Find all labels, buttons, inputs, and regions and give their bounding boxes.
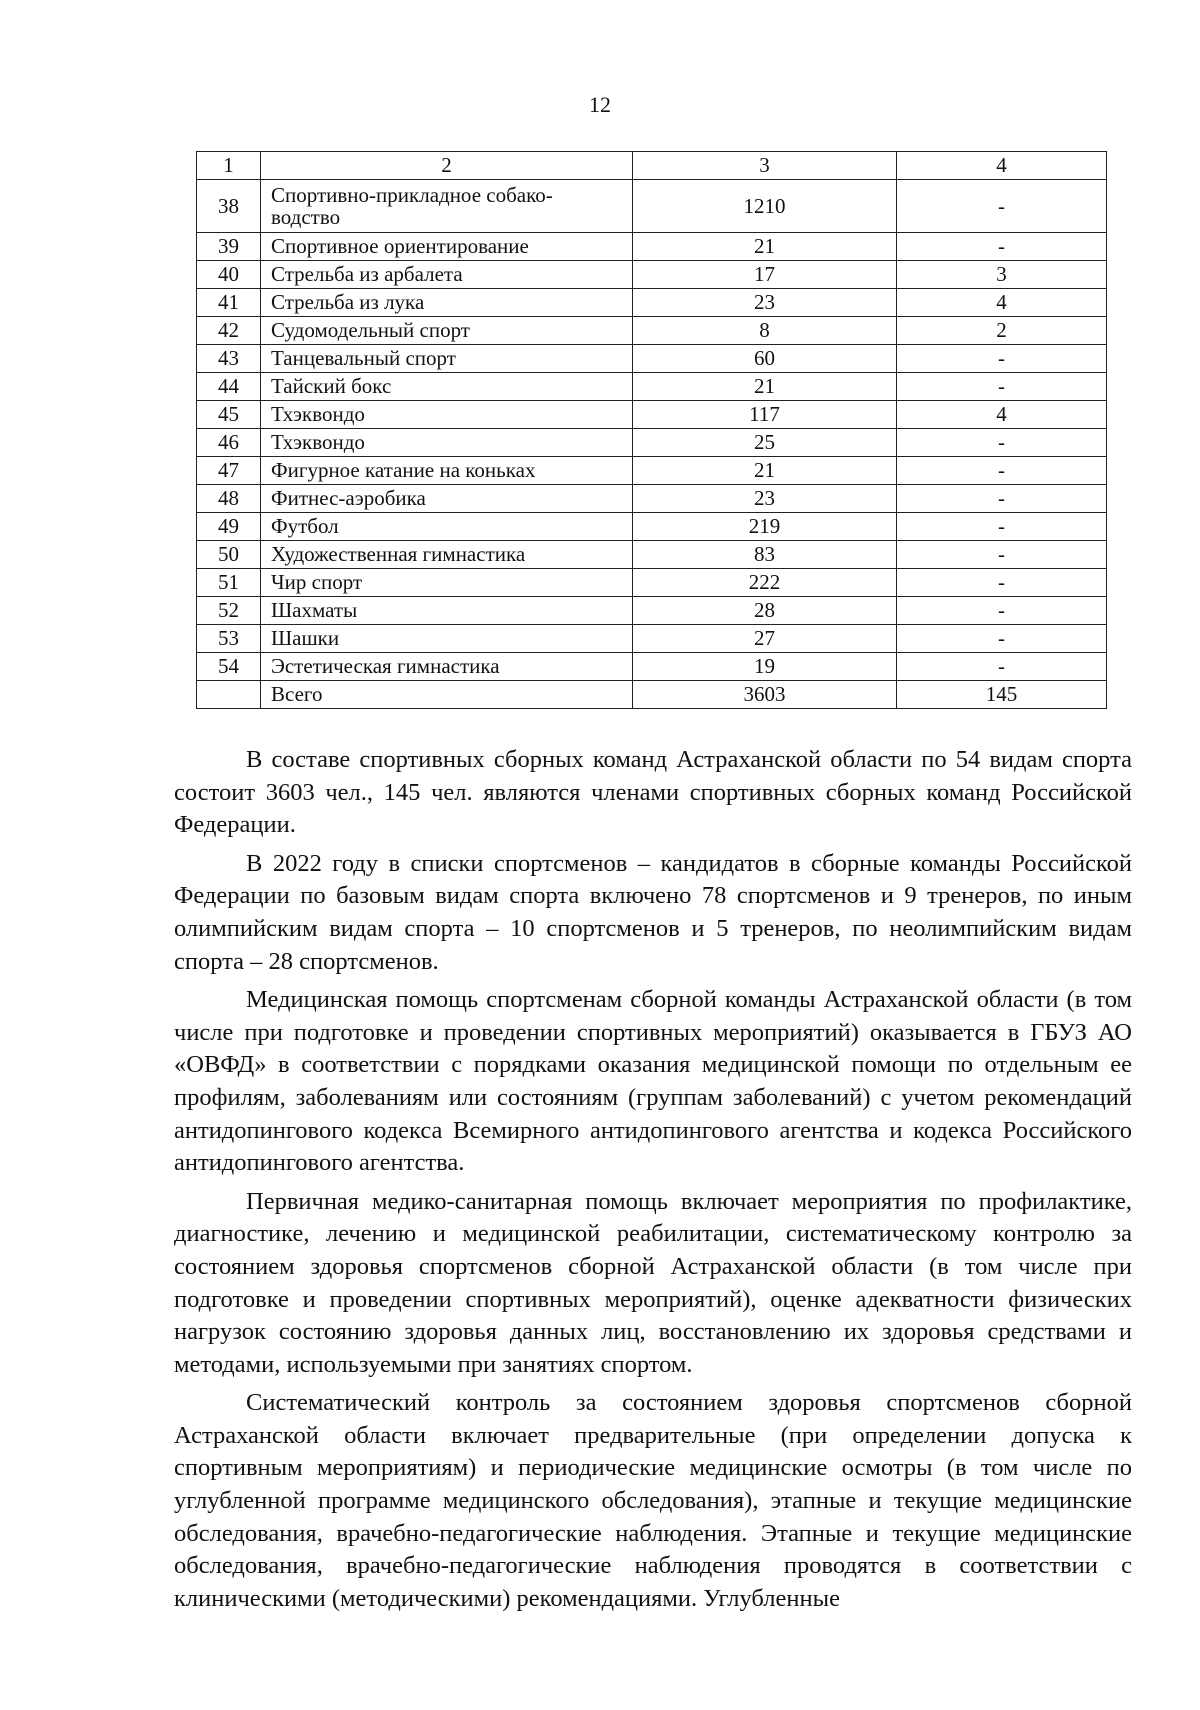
row-number-cell: 48 xyxy=(197,485,261,513)
total-members-cell: 117 xyxy=(633,401,897,429)
table-row xyxy=(197,233,1107,261)
row-number-cell: 54 xyxy=(197,653,261,681)
table-header-row xyxy=(197,152,1107,180)
sport-name-cell: Тхэквондо xyxy=(261,429,633,457)
sport-name-cell: Фитнес-аэробика xyxy=(261,485,633,513)
national-members-cell: - xyxy=(897,180,1107,233)
table-row xyxy=(197,625,1107,653)
national-members-cell: - xyxy=(897,625,1107,653)
row-number-cell: 43 xyxy=(197,345,261,373)
row-number-cell: 38 xyxy=(197,180,261,233)
header-cell-3: 3 xyxy=(633,152,897,180)
sport-name-cell: Тхэквондо xyxy=(261,401,633,429)
national-members-cell: 4 xyxy=(897,401,1107,429)
body-text xyxy=(174,744,1132,1621)
national-members-cell: - xyxy=(897,373,1107,401)
table-row xyxy=(197,373,1107,401)
paragraph: Систематический контроль за состоянием здоровья спортсменов сборной Астраханской области включает предварительные (при определении допуска к спортивным мероприятиям) и периодические медицинские осмотры (в том числе по углубленной программе медицинского обследования), этапные и текущие медицинские обследования, врачебно-педагогические наблюдения. Этапные и текущие медицинские обследования, врачебно-педагогические наблюдения проводятся в соответствии с клиническими (методическими) рекомендациями. Углубленные xyxy=(174,1389,1132,1612)
row-number-cell: 49 xyxy=(197,513,261,541)
grand-total-cell: 3603 xyxy=(633,681,897,709)
header-cell-2: 2 xyxy=(261,152,633,180)
table-row xyxy=(197,289,1107,317)
row-number-cell: 53 xyxy=(197,625,261,653)
row-number-cell: 52 xyxy=(197,597,261,625)
sport-name-cell: Шашки xyxy=(261,625,633,653)
sport-name-cell xyxy=(261,180,633,233)
table-row xyxy=(197,429,1107,457)
national-members-cell: - xyxy=(897,345,1107,373)
row-number-cell: 45 xyxy=(197,401,261,429)
row-number-cell: 47 xyxy=(197,457,261,485)
total-members-cell: 222 xyxy=(633,569,897,597)
total-members-cell: 219 xyxy=(633,513,897,541)
table-row xyxy=(197,401,1107,429)
row-number-cell: 39 xyxy=(197,233,261,261)
grand-national-cell: 145 xyxy=(897,681,1107,709)
row-number-cell: 40 xyxy=(197,261,261,289)
total-members-cell: 83 xyxy=(633,541,897,569)
sport-name-cell: Тайский бокс xyxy=(261,373,633,401)
sport-name-cell: Художественная гимнастика xyxy=(261,541,633,569)
table-row xyxy=(197,345,1107,373)
paragraph: Медицинская помощь спортсменам сборной команды Астраханской области (в том числе при подготовке и проведении спортивных мероприятий) оказывается в ГБУЗ АО «ОВФД» в соответствии с порядками оказания медицинской помощи по отдельным ее профилям, заболеваниям или состояниям (группам заболеваний) с учетом рекомендаций антидопингового кодекса Всемирного антидопингового агентства и кодекса Российского антидопингового агентства. xyxy=(174,986,1132,1177)
sport-name-cell: Спортивное ориентирование xyxy=(261,233,633,261)
row-number-cell xyxy=(197,681,261,709)
sport-name-cell: Эстетическая гимнастика xyxy=(261,653,633,681)
total-members-cell: 21 xyxy=(633,233,897,261)
total-members-cell: 27 xyxy=(633,625,897,653)
row-number-cell: 51 xyxy=(197,569,261,597)
table-total-row xyxy=(197,681,1107,709)
national-members-cell: - xyxy=(897,485,1107,513)
header-cell-4: 4 xyxy=(897,152,1107,180)
sport-name-cell: Чир спорт xyxy=(261,569,633,597)
national-members-cell: - xyxy=(897,541,1107,569)
page-number: 12 xyxy=(589,92,611,117)
national-members-cell: - xyxy=(897,233,1107,261)
national-members-cell: - xyxy=(897,569,1107,597)
sport-name-cell: Футбол xyxy=(261,513,633,541)
row-number-cell: 46 xyxy=(197,429,261,457)
table-row xyxy=(197,261,1107,289)
total-members-cell: 60 xyxy=(633,345,897,373)
total-members-cell: 23 xyxy=(633,485,897,513)
row-number-cell: 42 xyxy=(197,317,261,345)
total-label-cell: Всего xyxy=(261,681,633,709)
table-row xyxy=(197,597,1107,625)
sport-name-cell: Танцевальный спорт xyxy=(261,345,633,373)
table-row xyxy=(197,180,1107,233)
sport-name-cell: Стрельба из арбалета xyxy=(261,261,633,289)
row-number-cell: 44 xyxy=(197,373,261,401)
total-members-cell: 19 xyxy=(633,653,897,681)
table-row xyxy=(197,317,1107,345)
table-row xyxy=(197,513,1107,541)
sport-name-cell: Фигурное катание на коньках xyxy=(261,457,633,485)
table-row xyxy=(197,569,1107,597)
table-row xyxy=(197,485,1107,513)
total-members-cell: 28 xyxy=(633,597,897,625)
national-members-cell: 3 xyxy=(897,261,1107,289)
national-members-cell: - xyxy=(897,513,1107,541)
table-row xyxy=(197,653,1107,681)
paragraph: В составе спортивных сборных команд Астраханской области по 54 видам спорта состоит 3603 чел., 145 чел. являются членами спортивных сборных команд Российской Федерации. xyxy=(174,746,1132,839)
table-row xyxy=(197,457,1107,485)
sport-name-line: Спортивно-прикладное собако- xyxy=(271,182,553,207)
row-number-cell: 41 xyxy=(197,289,261,317)
header-cell-1: 1 xyxy=(197,152,261,180)
sports-table xyxy=(196,151,1107,709)
total-members-cell: 21 xyxy=(633,373,897,401)
row-number-cell: 50 xyxy=(197,541,261,569)
national-members-cell: - xyxy=(897,457,1107,485)
sport-name-cell: Стрельба из лука xyxy=(261,289,633,317)
national-members-cell: - xyxy=(897,429,1107,457)
national-members-cell: - xyxy=(897,597,1107,625)
national-members-cell: - xyxy=(897,653,1107,681)
paragraph: Первичная медико-санитарная помощь включает мероприятия по профилактике, диагностике, лечению и медицинской реабилитации, систематическому контролю за состоянием здоровья спортсменов сборной Астраханской области (в том числе при подготовке и проведении спортивных мероприятий), оценке адекватности физических нагрузок состоянию здоровья данных лиц, восстановлению их здоровья средствами и методами, используемыми при занятиях спортом. xyxy=(174,1187,1132,1378)
sport-name-cell: Судомодельный спорт xyxy=(261,317,633,345)
total-members-cell: 21 xyxy=(633,457,897,485)
paragraph: В 2022 году в списки спортсменов – кандидатов в сборные команды Российской Федерации по базовым видам спорта включено 78 спортсменов и 9 тренеров, по иным олимпийским видам спорта – 10 спортсменов и 5 тренеров, по неолимпийским видам спорта – 28 спортсменов. xyxy=(174,849,1132,975)
total-members-cell: 1210 xyxy=(633,180,897,233)
sport-name-cell: Шахматы xyxy=(261,597,633,625)
national-members-cell: 4 xyxy=(897,289,1107,317)
total-members-cell: 17 xyxy=(633,261,897,289)
total-members-cell: 25 xyxy=(633,429,897,457)
total-members-cell: 23 xyxy=(633,289,897,317)
total-members-cell: 8 xyxy=(633,317,897,345)
national-members-cell: 2 xyxy=(897,317,1107,345)
sport-name-line: водство xyxy=(271,205,341,229)
table-body xyxy=(197,152,1107,709)
table-row xyxy=(197,541,1107,569)
